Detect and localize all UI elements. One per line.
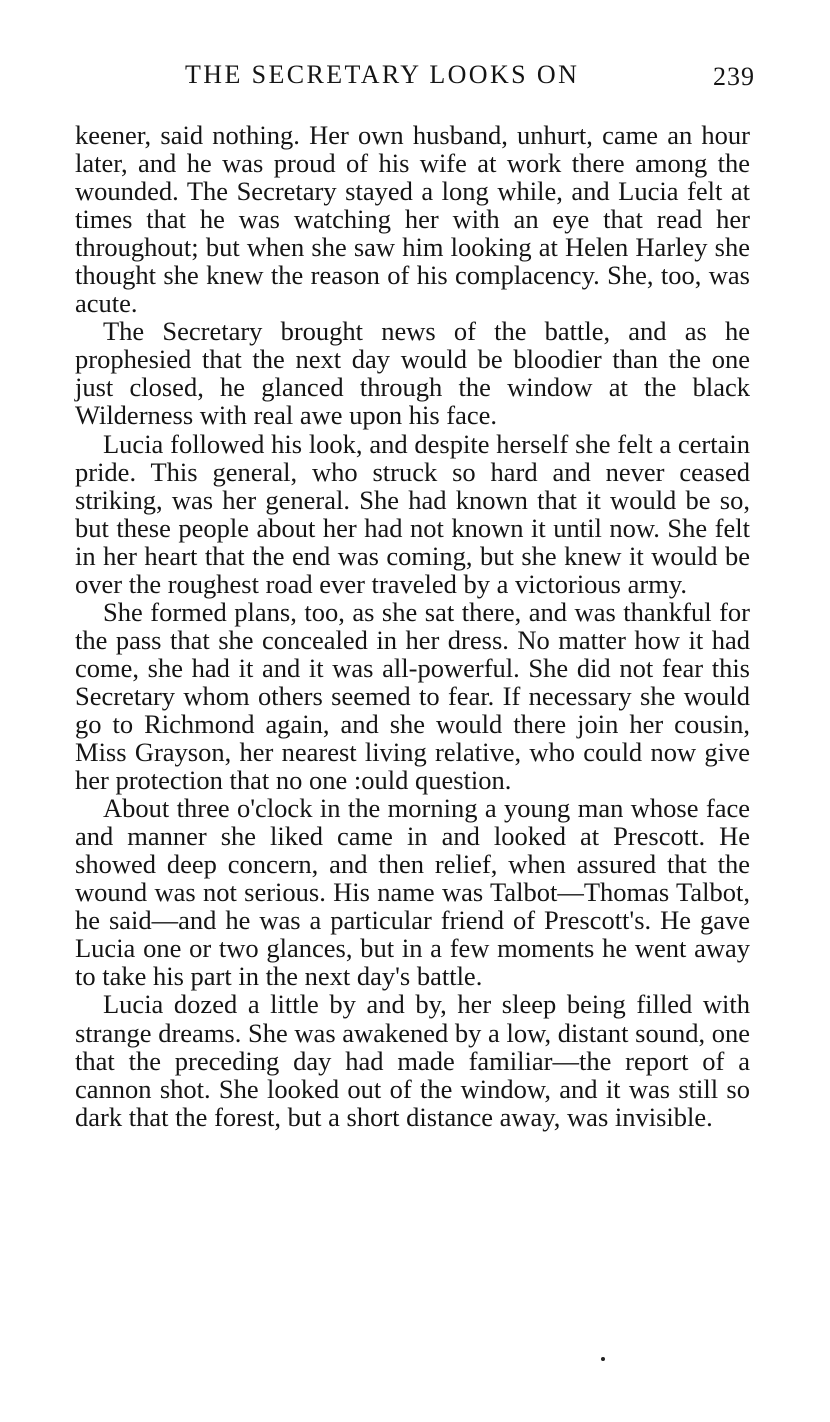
body-text bbox=[75, 121, 750, 1131]
page-number: 239 bbox=[713, 62, 755, 91]
paragraph-5: About three o'clock in the morning a young man whose face and manner she liked came in and looked at Prescott. He showed deep concern, and then relief, when assured that the wound was not serious. His name was Talbot—Thomas Talbot, he said—and he was a particular friend of Prescott's. He gave Lucia one or two glances, but in a few moments he went away to take his part in the next day's battle. bbox=[75, 793, 750, 992]
running-head bbox=[75, 58, 755, 92]
paragraph-3: Lucia followed his look, and despite herself she felt a certain pride. This general, who struck so hard and never ceased striking, was her general. She had known that it would be so, but these people about her had not known it until now. She felt in her heart that the end was coming, but she knew it would be over the roughest road ever traveled by a victorious army. bbox=[75, 428, 750, 599]
paragraph-6: Lucia dozed a little by and by, her sleep being filled with strange dreams. She was awakened by a low, distant sound, one that the preceding day had made familiar—the report of a cannon shot. She looked out of the window, and it was still so dark that the forest, but a short distance away, was invisible. bbox=[75, 989, 750, 1132]
paragraph-1: keener, said nothing. Her own husband, unhurt, came an hour later, and he was proud of his wife at work there among the wounded. The Secretary stayed a long while, and Lucia felt at times that he was watching her with an eye that read her throughout; but when she saw him looking at Helen Harley she thought she knew the reason of his complacency. She, too, was acute. bbox=[75, 120, 750, 319]
paragraph-2: The Secretary brought news of the battle, and as he prophesied that the next day would be bloodier than the one just closed, he glanced through the window at the black Wilderness with real awe upon his face. bbox=[75, 316, 750, 431]
paragraph-4: She formed plans, too, as she sat there, and was thankful for the pass that she concealed in her dress. No matter how it had come, she had it and it was all-powerful. She did not fear this Secretary whom others seemed to fear. If necessary she would go to Richmond again, and she would there join her cousin, Miss Grayson, her nearest living relative, who could now give her protection that no one :ould question. bbox=[75, 596, 750, 796]
running-title: THE SECRETARY LOOKS ON bbox=[185, 60, 580, 89]
print-speck bbox=[601, 1357, 605, 1361]
